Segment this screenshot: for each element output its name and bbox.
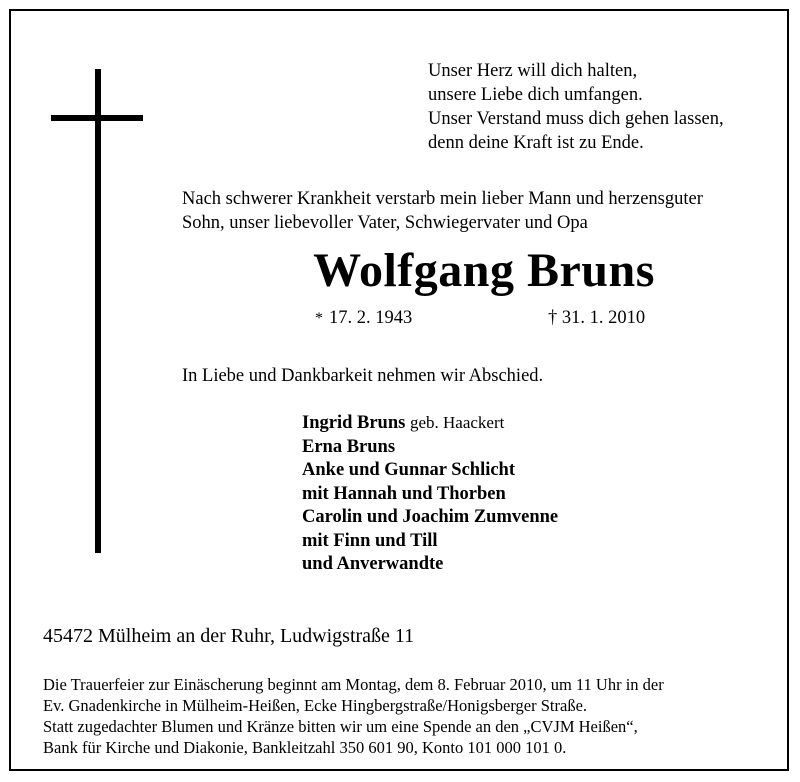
- poem-line: denn deine Kraft ist zu Ende.: [428, 133, 644, 153]
- intro-line: Sohn, unser liebevoller Vater, Schwiegervater und Opa: [182, 213, 588, 233]
- poem-line: unsere Liebe dich umfangen.: [428, 85, 643, 105]
- funeral-notice: [43, 674, 664, 758]
- poem-line: Unser Herz will dich halten,: [428, 61, 638, 81]
- notice-line: Die Trauerfeier zur Einäscherung beginnt am Montag, dem 8. Februar 2010, um 11 Uhr in der: [43, 675, 664, 694]
- cross-horizontal-bar: [51, 115, 143, 121]
- family-member: mit Finn und Till: [302, 530, 438, 551]
- death-date: [548, 306, 645, 330]
- family-member: mit Hannah und Thorben: [302, 483, 506, 504]
- family-member-name: Ingrid Bruns: [302, 413, 406, 433]
- poem-line: Unser Verstand muss dich gehen lassen,: [428, 109, 724, 129]
- intro-line: Nach schwerer Krankheit verstarb mein lieber Mann und herzensguter: [182, 189, 703, 209]
- deceased-name: Wolfgang Bruns: [313, 244, 655, 297]
- family-member: Erna Bruns: [302, 436, 396, 457]
- family-member: und Anverwandte: [302, 554, 444, 574]
- notice-line: Ev. Gnadenkirche in Mülheim-Heißen, Ecke Hingbergstraße/Honigsberger Straße.: [43, 696, 588, 715]
- family-list: [302, 411, 558, 577]
- family-member: Anke und Gunnar Schlicht: [302, 460, 516, 480]
- family-member-suffix: geb. Haackert: [409, 413, 505, 432]
- birth-star-icon: *: [315, 310, 323, 327]
- obituary-frame: [9, 9, 789, 771]
- notice-line: Statt zugedachter Blumen und Kränze bitten wir um eine Spende an den „CVJM Heißen“,: [43, 717, 638, 736]
- address: 45472 Mülheim an der Ruhr, Ludwigstraße 11: [43, 625, 415, 647]
- birth-date: [315, 306, 412, 331]
- cross-vertical-bar: [95, 69, 101, 553]
- death-dagger-icon: †: [548, 308, 558, 328]
- poem: [428, 59, 724, 155]
- notice-line: Bank für Kirche und Diakonie, Bankleitzahl 350 601 90, Konto 101 000 101 0.: [43, 738, 567, 757]
- intro-text: [182, 187, 703, 235]
- family-member: Carolin und Joachim Zumvenne: [302, 507, 559, 527]
- farewell-text: In Liebe und Dankbarkeit nehmen wir Abschied.: [182, 366, 544, 386]
- family-member: [302, 411, 558, 436]
- birth-date-value: 17. 2. 1943: [329, 308, 413, 328]
- death-date-value: 31. 1. 2010: [561, 308, 646, 328]
